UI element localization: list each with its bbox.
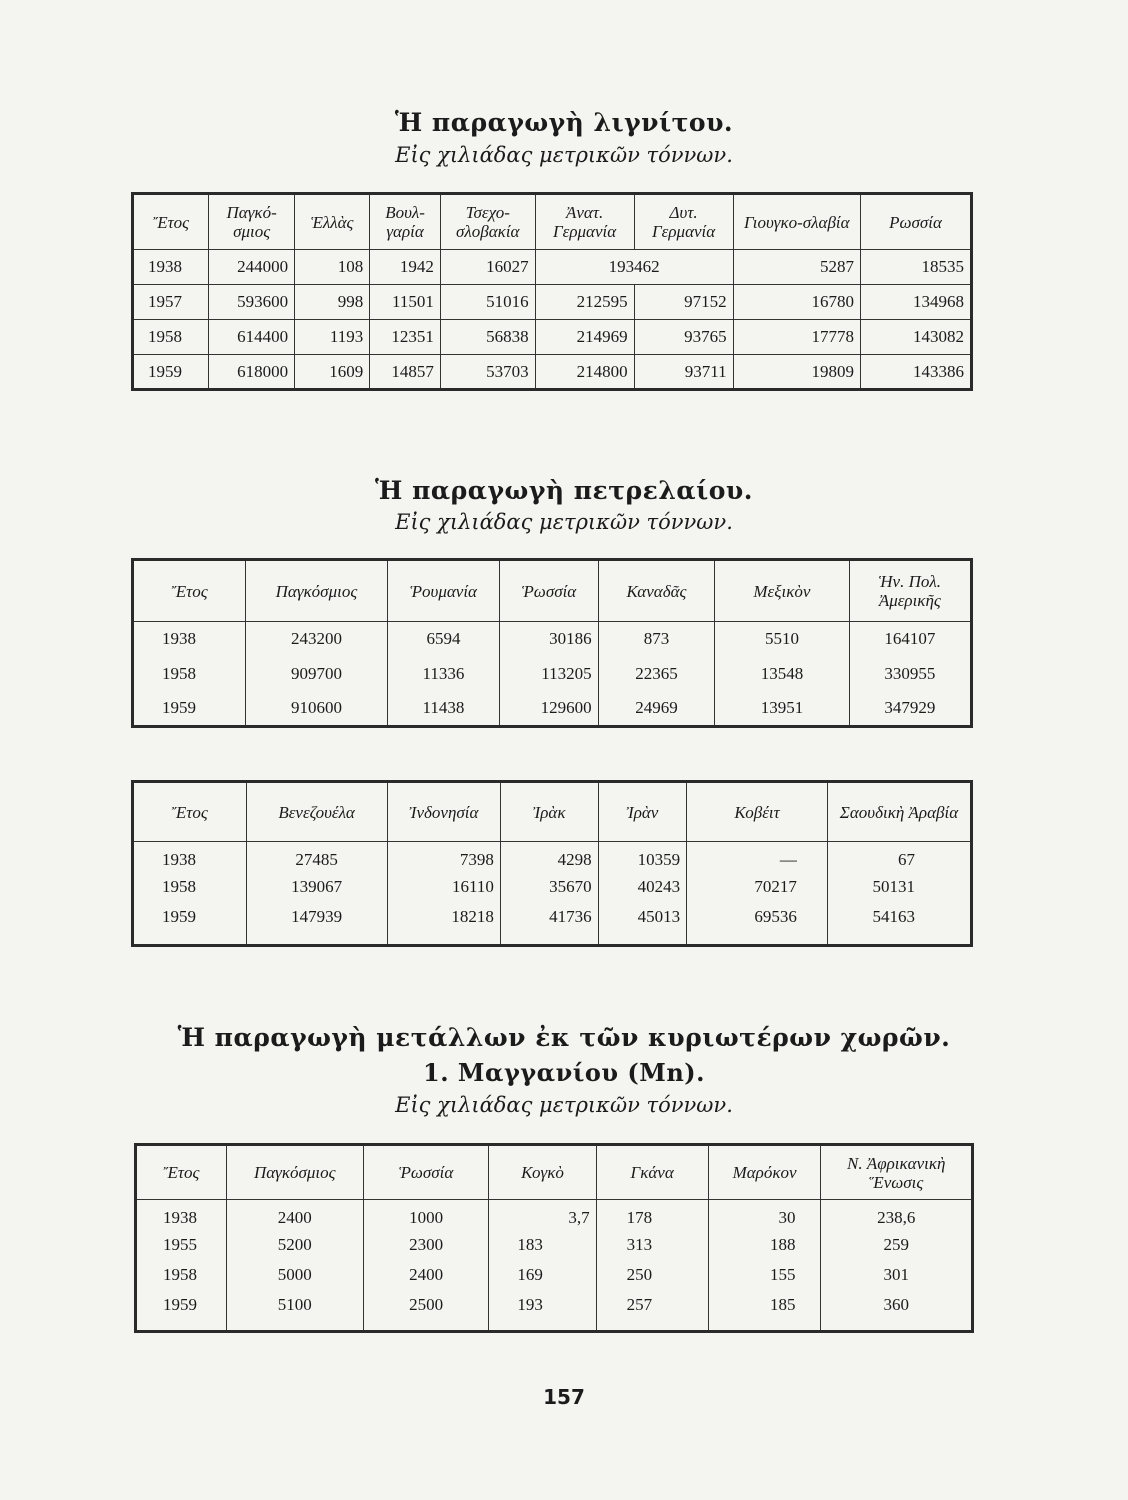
manganese-header-year: Ἔτος [136,1145,227,1200]
manganese-russia: 2500 [363,1290,489,1320]
lignite-header-year: Ἔτος [133,194,209,250]
petroleum-world: 909700 [246,657,387,692]
manganese-morocco: 155 [708,1260,821,1290]
lignite-east-germany: 214800 [535,355,634,390]
table-row [136,1230,973,1260]
manganese-russia: 2300 [363,1230,489,1260]
petroleum2-saudi-arabia: 67 [827,842,971,872]
table-row [133,250,972,285]
petroleum-mexico: 5510 [715,622,849,657]
table-row [133,622,972,657]
petroleum2-indonesia: 18218 [387,902,500,932]
manganese-header-row [136,1145,973,1200]
lignite-yugoslavia: 16780 [733,285,860,320]
lignite-bulgaria: 12351 [370,320,441,355]
lignite-header-yugoslavia: Γιουγκο-σλαβία [733,194,860,250]
manganese-morocco: 188 [708,1230,821,1260]
manganese-year: 1959 [136,1290,227,1320]
lignite-czech: 56838 [440,320,535,355]
petroleum2-kuwait: 70217 [687,872,828,902]
petroleum-unit: Εἰς χιλιάδας μετρικῶν τόννων. [395,510,733,534]
lignite-russia: 143386 [860,355,971,390]
manganese-south-africa: 259 [821,1230,973,1260]
lignite-bulgaria: 1942 [370,250,441,285]
lignite-greece: 998 [295,285,370,320]
lignite-header-west-germany: Δυτ. Γερμανία [634,194,733,250]
petroleum-world: 910600 [246,692,387,727]
lignite-greece: 1193 [295,320,370,355]
page-number: 157 [543,1385,585,1409]
petroleum-table [131,558,973,728]
petroleum2-iraq: 4298 [500,842,598,872]
manganese-congo: 169 [489,1260,596,1290]
petroleum2-iraq: 35670 [500,872,598,902]
lignite-czech: 53703 [440,355,535,390]
lignite-greece: 1609 [295,355,370,390]
petroleum-world: 243200 [246,622,387,657]
petroleum2-venezuela: 27485 [246,842,387,872]
petroleum-header-mexico: Μεξικὸν [715,560,849,622]
petroleum2-saudi-arabia: 54163 [827,902,971,932]
manganese-ghana: 250 [596,1260,708,1290]
lignite-world: 593600 [209,285,295,320]
table-row [133,902,972,932]
petroleum2-header-iraq: Ἰρὰκ [500,782,598,842]
petroleum-russia: 30186 [500,622,598,657]
metals-unit: Εἰς χιλιάδας μετρικῶν τόννων. [395,1093,733,1117]
table-row [133,692,972,727]
petroleum-mexico: 13951 [715,692,849,727]
table-row [133,872,972,902]
petroleum-romania: 6594 [387,622,500,657]
lignite-east-germany: 212595 [535,285,634,320]
lignite-yugoslavia: 17778 [733,320,860,355]
lignite-header-russia: Ρωσσία [860,194,971,250]
lignite-year: 1938 [133,250,209,285]
petroleum2-saudi-arabia: 50131 [827,872,971,902]
lignite-header-greece: Ἑλλὰς [295,194,370,250]
lignite-year: 1957 [133,285,209,320]
manganese-congo: 193 [489,1290,596,1320]
lignite-west-germany: 97152 [634,285,733,320]
manganese-table [134,1143,974,1333]
petroleum2-kuwait: 69536 [687,902,828,932]
petroleum-romania: 11336 [387,657,500,692]
petroleum2-header-saudi-arabia: Σαουδικὴ Ἀραβία [827,782,971,842]
petroleum2-table [131,780,973,947]
manganese-congo: 183 [489,1230,596,1260]
petroleum-year: 1958 [133,657,246,692]
lignite-title: Ἡ παραγωγὴ λιγνίτου. [394,108,734,137]
petroleum-canada: 22365 [598,657,715,692]
manganese-world: 5200 [226,1230,363,1260]
lignite-greece: 108 [295,250,370,285]
lignite-germany-combined: 193462 [535,250,733,285]
lignite-header-world: Παγκό-σμιος [209,194,295,250]
lignite-russia: 18535 [860,250,971,285]
lignite-east-germany: 214969 [535,320,634,355]
petroleum-header-romania: Ῥουμανία [387,560,500,622]
petroleum2-iran: 40243 [598,872,687,902]
petroleum-header-world: Παγκόσμιος [246,560,387,622]
petroleum2-header-indonesia: Ἰνδονησία [387,782,500,842]
lignite-header-czech: Τσεχο-σλοβακία [440,194,535,250]
lignite-czech: 51016 [440,285,535,320]
metals-title: Ἡ παραγωγὴ μετάλλων ἐκ τῶν κυριωτέρων χωρῶν. [177,1023,951,1052]
manganese-header-morocco: Μαρόκον [708,1145,821,1200]
petroleum-header-usa: Ἡν. Πολ. Ἀμερικῆς [849,560,971,622]
lignite-yugoslavia: 5287 [733,250,860,285]
manganese-world: 5100 [226,1290,363,1320]
table-row [133,285,972,320]
lignite-header-east-germany: Ἀνατ. Γερμανία [535,194,634,250]
manganese-world: 5000 [226,1260,363,1290]
metals-subtitle: 1. Μαγγανίου (Mn). [423,1058,705,1087]
petroleum-romania: 11438 [387,692,500,727]
manganese-year: 1955 [136,1230,227,1260]
table-spacer-row [133,932,972,946]
petroleum-header-year: Ἔτος [133,560,246,622]
manganese-header-ghana: Γκάνα [596,1145,708,1200]
manganese-header-russia: Ῥωσσία [363,1145,489,1200]
petroleum-year: 1938 [133,622,246,657]
petroleum2-indonesia: 16110 [387,872,500,902]
petroleum-canada: 873 [598,622,715,657]
table-row [133,320,972,355]
lignite-unit: Εἰς χιλιάδας μετρικῶν τόννων. [395,143,733,167]
table-row [136,1260,973,1290]
manganese-year: 1958 [136,1260,227,1290]
petroleum-year: 1959 [133,692,246,727]
table-row [136,1200,973,1230]
lignite-bulgaria: 11501 [370,285,441,320]
manganese-ghana: 313 [596,1230,708,1260]
manganese-morocco: 185 [708,1290,821,1320]
lignite-world: 244000 [209,250,295,285]
petroleum2-header-kuwait: Κοβέιτ [687,782,828,842]
manganese-ghana: 178 [596,1200,708,1230]
petroleum2-iran: 45013 [598,902,687,932]
manganese-year: 1938 [136,1200,227,1230]
lignite-yugoslavia: 19809 [733,355,860,390]
petroleum-title: Ἡ παραγωγὴ πετρελαίου. [375,476,753,505]
petroleum-header-row [133,560,972,622]
petroleum-usa: 164107 [849,622,971,657]
lignite-header-bulgaria: Βουλ-γαρία [370,194,441,250]
table-row [133,657,972,692]
manganese-congo: 3,7 [489,1200,596,1230]
petroleum2-header-venezuela: Βενεζουέλα [246,782,387,842]
petroleum-mexico: 13548 [715,657,849,692]
petroleum2-venezuela: 139067 [246,872,387,902]
manganese-header-congo: Κογκὸ [489,1145,596,1200]
petroleum-russia: 129600 [500,692,598,727]
manganese-world: 2400 [226,1200,363,1230]
petroleum2-indonesia: 7398 [387,842,500,872]
manganese-south-africa: 238,6 [821,1200,973,1230]
petroleum-canada: 24969 [598,692,715,727]
lignite-bulgaria: 14857 [370,355,441,390]
petroleum2-iran: 10359 [598,842,687,872]
manganese-south-africa: 360 [821,1290,973,1320]
lignite-header-row [133,194,972,250]
lignite-year: 1959 [133,355,209,390]
petroleum2-kuwait: — [687,842,828,872]
petroleum2-header-iran: Ἰρὰν [598,782,687,842]
petroleum-usa: 330955 [849,657,971,692]
lignite-russia: 134968 [860,285,971,320]
petroleum2-header-row [133,782,972,842]
manganese-russia: 2400 [363,1260,489,1290]
manganese-morocco: 30 [708,1200,821,1230]
manganese-ghana: 257 [596,1290,708,1320]
table-spacer-row [136,1320,973,1332]
petroleum-header-russia: Ῥωσσία [500,560,598,622]
lignite-world: 618000 [209,355,295,390]
petroleum-usa: 347929 [849,692,971,727]
table-row [133,842,972,872]
lignite-table [131,192,973,391]
petroleum2-iraq: 41736 [500,902,598,932]
petroleum2-year: 1959 [133,902,247,932]
lignite-russia: 143082 [860,320,971,355]
lignite-czech: 16027 [440,250,535,285]
lignite-world: 614400 [209,320,295,355]
lignite-west-germany: 93711 [634,355,733,390]
manganese-russia: 1000 [363,1200,489,1230]
lignite-year: 1958 [133,320,209,355]
table-row [136,1290,973,1320]
lignite-west-germany: 93765 [634,320,733,355]
manganese-south-africa: 301 [821,1260,973,1290]
petroleum2-year: 1938 [133,842,247,872]
petroleum2-year: 1958 [133,872,247,902]
petroleum-header-canada: Καναδᾶς [598,560,715,622]
petroleum2-venezuela: 147939 [246,902,387,932]
manganese-header-south-africa: Ν. Ἀφρικανικὴ Ἕνωσις [821,1145,973,1200]
petroleum-russia: 113205 [500,657,598,692]
table-row [133,355,972,390]
petroleum2-header-year: Ἔτος [133,782,247,842]
manganese-header-world: Παγκόσμιος [226,1145,363,1200]
